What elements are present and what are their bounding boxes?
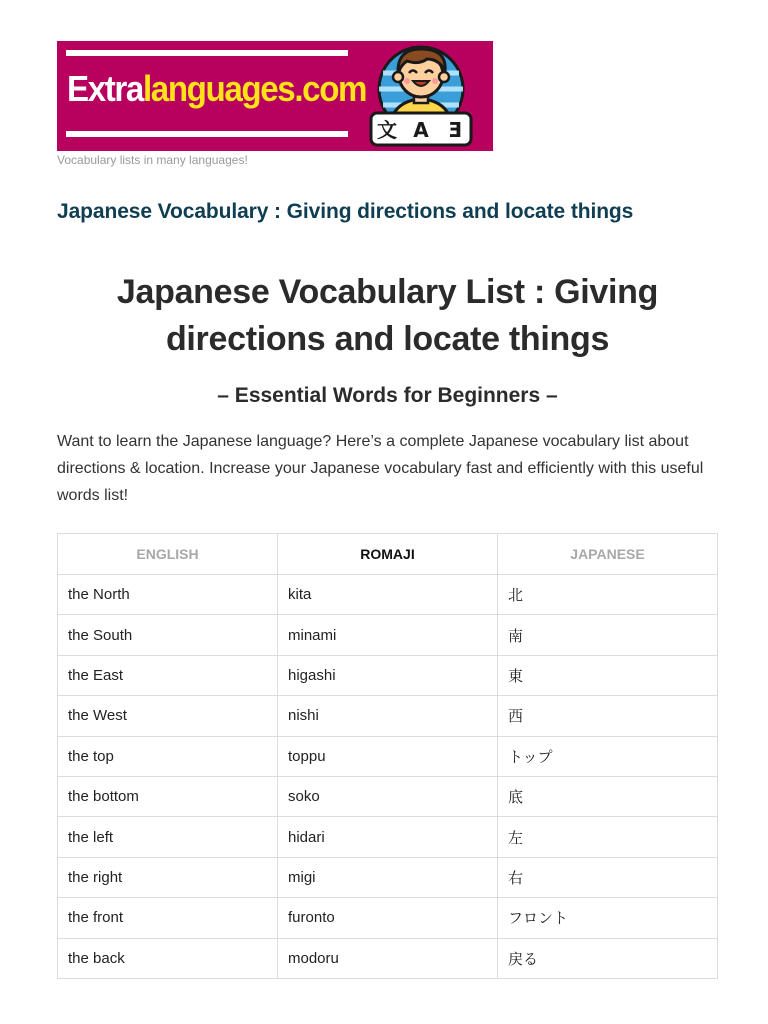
table-row [58,898,718,938]
logo-bottom-bar [66,131,348,137]
japanese-cell: 北 [498,575,718,615]
table-row [58,575,718,615]
site-logo[interactable] [57,41,493,151]
japanese-cell: 東 [498,655,718,695]
table-row [58,938,718,978]
japanese-cell: トップ [498,736,718,776]
english-cell: the right [58,857,278,897]
table-body [58,575,718,979]
romaji-cell: hidari [278,817,498,857]
english-cell: the back [58,938,278,978]
page-title: Japanese Vocabulary List : Giving directions and locate things [116,273,659,358]
romaji-cell: toppu [278,736,498,776]
japanese-cell: 右 [498,857,718,897]
site-tagline: Vocabulary lists in many languages! [57,153,248,167]
table-row [58,857,718,897]
japanese-cell: フロント [498,898,718,938]
japanese-cell: 左 [498,817,718,857]
page-content [57,41,718,979]
table-row [58,776,718,816]
table-row [58,736,718,776]
logo-glyph-left: 文 [377,118,397,142]
logo-wordmark [67,69,366,109]
english-cell: the bottom [58,776,278,816]
japanese-cell: 底 [498,776,718,816]
romaji-cell: higashi [278,655,498,695]
logo-glyph-mid: A [413,118,429,142]
english-cell: the front [58,898,278,938]
english-cell: the South [58,615,278,655]
mascot-icon [369,43,479,149]
romaji-cell: soko [278,776,498,816]
japanese-cell: 西 [498,696,718,736]
japanese-cell: 南 [498,615,718,655]
english-cell: the West [58,696,278,736]
english-cell: the North [58,575,278,615]
column-header-romaji: ROMAJI [278,534,498,575]
table-header-row [58,534,718,575]
site-title-link[interactable]: Japanese Vocabulary : Giving directions and locate things [57,200,634,223]
romaji-cell: kita [278,575,498,615]
english-cell: the East [58,655,278,695]
intro-paragraph: Want to learn the Japanese language? Here’s a complete Japanese vocabulary list about directions & location. Increase your Japanese vocabulary fast and efficiently with this useful words list! [57,433,704,504]
table-row [58,817,718,857]
column-header-english: ENGLISH [58,534,278,575]
romaji-cell: nishi [278,696,498,736]
english-cell: the left [58,817,278,857]
logo-text-languages: languages.com [142,68,367,109]
table-row [58,655,718,695]
table-row [58,696,718,736]
table-row [58,615,718,655]
vocabulary-table [57,533,718,979]
column-header-japanese: JAPANESE [498,534,718,575]
romaji-cell: modoru [278,938,498,978]
japanese-cell: 戻る [498,938,718,978]
romaji-cell: furonto [278,898,498,938]
romaji-cell: migi [278,857,498,897]
table-header [58,534,718,575]
english-cell: the top [58,736,278,776]
logo-top-bar [66,50,348,56]
logo-glyph-right: Ǝ [448,118,462,142]
romaji-cell: minami [278,615,498,655]
page-subtitle: – Essential Words for Beginners – [217,384,558,407]
logo-text-extra: Extra [67,68,143,109]
